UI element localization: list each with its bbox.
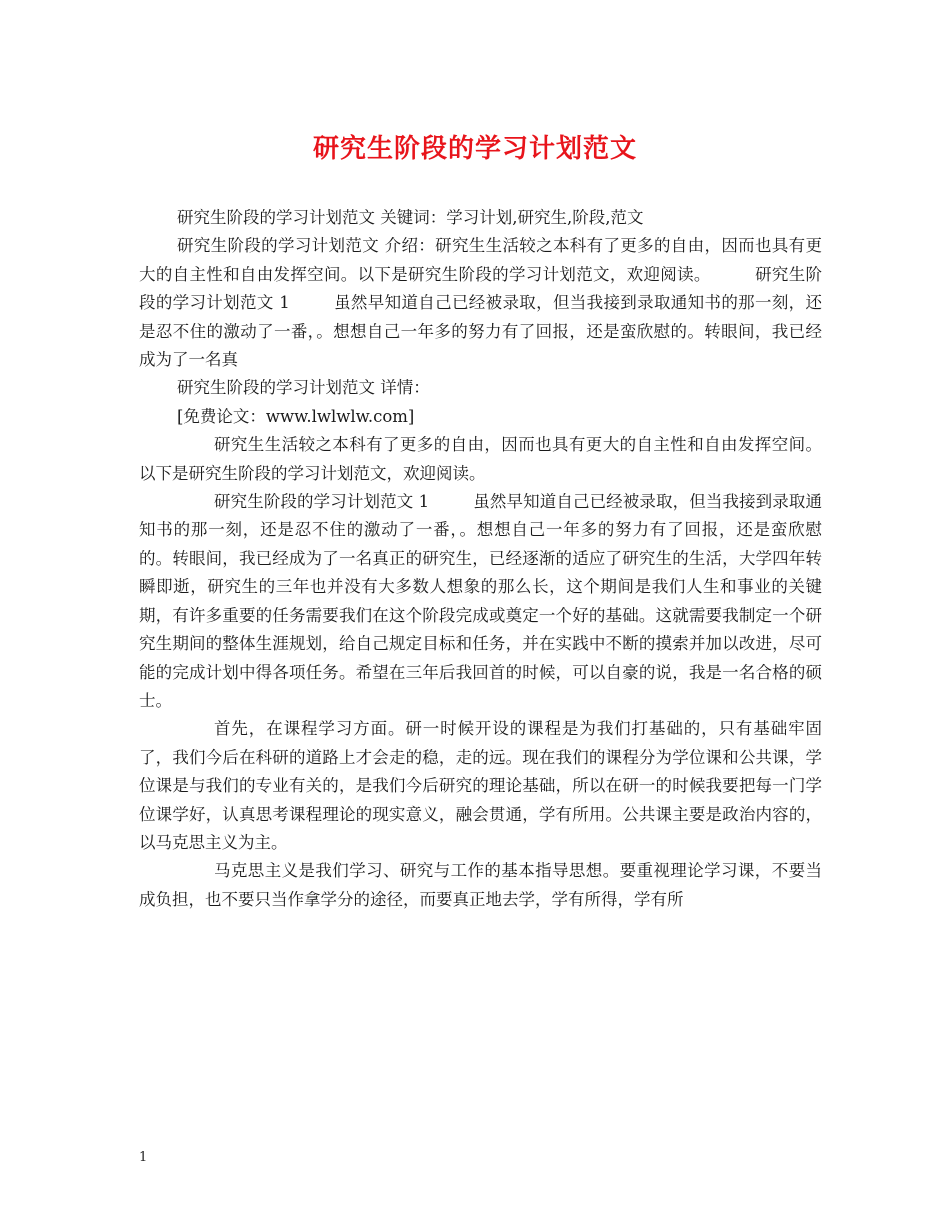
- intro-excerpt: 虽然早知道自己已经被录取，但当我接到录取通知书的那一刻，还是忍不住的激动了一番，。想想自己一年多的努力有了回报，还是蛮欣慰的。转眼间，我已经成为了一名真: [139, 293, 822, 370]
- details-line: 研究生阶段的学习计划范文 详情：: [177, 378, 430, 398]
- source-line: [免费论文：www.lwlwlw.com]: [177, 406, 415, 426]
- intro-paragraph: [139, 232, 822, 374]
- body-paragraph-2: [139, 488, 822, 715]
- body-paragraph-3: 首先，在课程学习方面。研一时候开设的课程是为我们打基础的，只有基础牢固了，我们今后在科研的道路上才会走的稳，走的远。现在我们的课程分为学位课和公共课，学位课是与我们的专业有关的，是我们今后研究的理论基础，所以在研一的时候我要把每一门学位课学好，认真思考课程理论的现实意义，融会贯通，学有所用。公共课主要是政治内容的，以马克思主义为主。: [139, 719, 822, 852]
- section-text: 虽然早知道自己已经被录取，但当我接到录取通知书的那一刻，还是忍不住的激动了一番，。想想自己一年多的努力有了回报，还是蛮欣慰的。转眼间，我已经成为了一名真正的研究生，已经逐渐的适应了研究生的生活，大学四年转瞬即逝，研究生的三年也并没有大多数人想象的那么长，这个期间是我们人生和事业的关键期，有许多重要的任务需要我们在这个阶段完成或奠定一个好的基础。这就需要我制定一个研究生期间的整体生涯规划，给自己规定目标和任务，并在实践中不断的摸索并加以改进，尽可能的完成计划中得各项任务。希望在三年后我回首的时候，可以自豪的说，我是一名合格的硕士。: [139, 492, 823, 710]
- intro-summary: 研究生阶段的学习计划范文 介绍：研究生生活较之本科有了更多的自由，因而也具有更大的自主性和自由发挥空间。以下是研究生阶段的学习计划范文，欢迎阅读。: [139, 236, 822, 284]
- page-number: 1: [139, 1150, 148, 1165]
- intro-heading: 研究生阶段的学习计划范文 1: [139, 264, 823, 313]
- section-heading: 研究生阶段的学习计划范文 1: [214, 492, 430, 512]
- page-title: 研究生阶段的学习计划范文: [312, 134, 637, 164]
- keywords-line: 研究生阶段的学习计划范文 关键词：学习计划,研究生,阶段,范文: [177, 208, 644, 227]
- document-body: [139, 204, 822, 914]
- body-paragraph-4: 马克思主义是我们学习、研究与工作的基本指导思想。要重视理论学习课，不要当成负担，也不要只当作拿学分的途径，而要真正地去学，学有所得，学有所: [139, 861, 822, 909]
- body-paragraph-1: 研究生生活较之本科有了更多的自由，因而也具有更大的自主性和自由发挥空间。以下是研究生阶段的学习计划范文，欢迎阅读。: [139, 435, 822, 483]
